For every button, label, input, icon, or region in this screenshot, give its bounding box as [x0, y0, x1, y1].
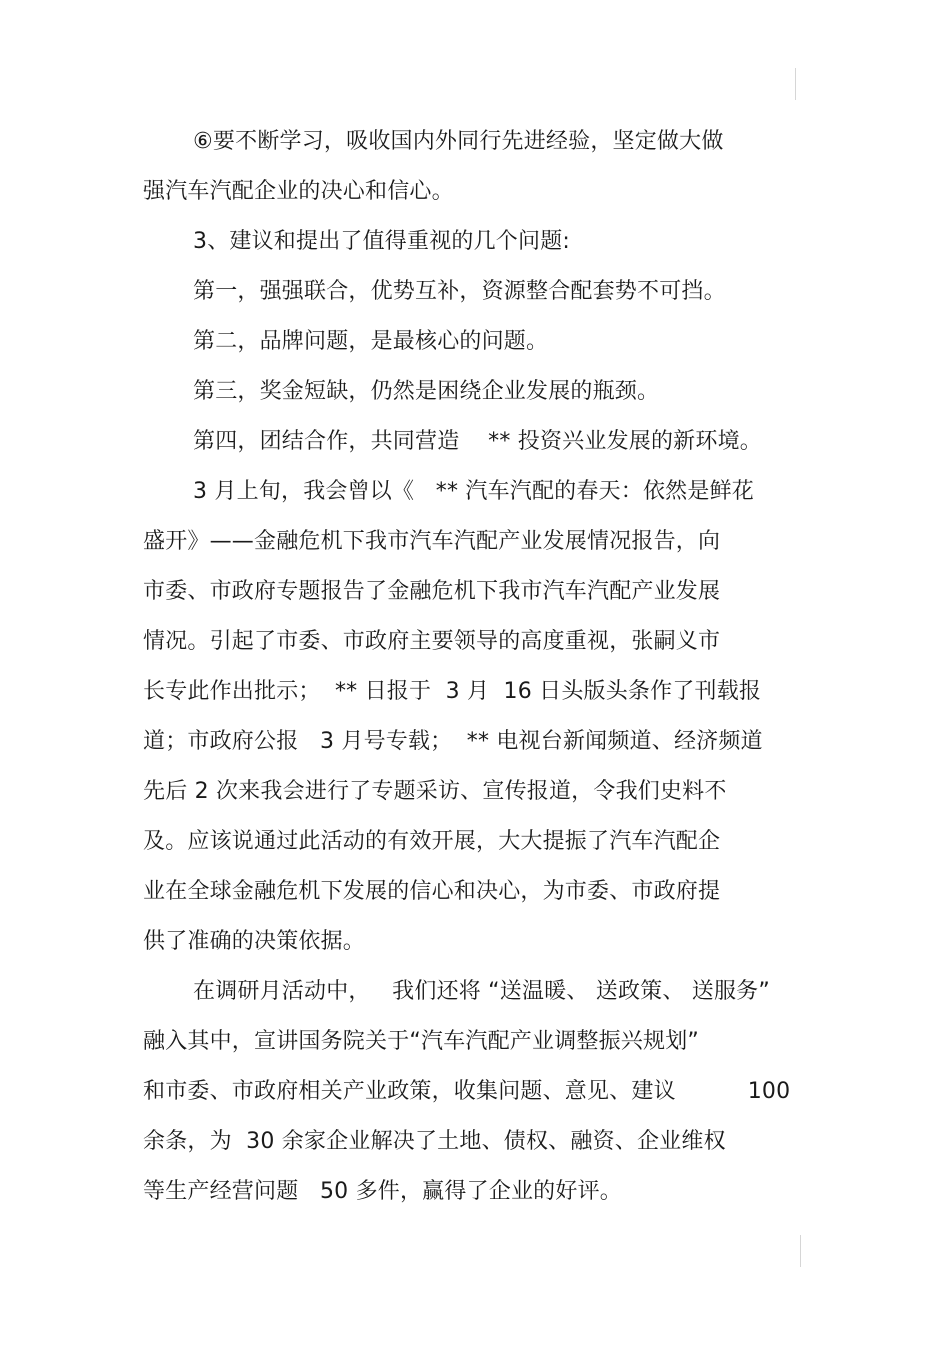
- text-line: 业在全球金融危机下发展的信心和决心，为市委、市政府提: [143, 879, 721, 904]
- section-heading: 3、建议和提出了值得重视的几个问题:: [193, 229, 571, 254]
- text-line: 及。应该说通过此活动的有效开展，大大提振了汽车汽配企: [143, 829, 721, 854]
- text-line: 第一，强强联合，优势互补，资源整合配套势不可挡。: [193, 279, 726, 304]
- text-line: 和市委、市政府相关产业政策，收集问题、意见、建议 100: [143, 1079, 791, 1104]
- text-line: 市委、市政府专题报告了金融危机下我市汽车汽配产业发展: [143, 579, 721, 604]
- text-line: 情况。引起了市委、市政府主要领导的高度重视，张嗣义市: [143, 629, 721, 654]
- text-line: 供了准确的决策依据。: [143, 929, 366, 954]
- text-line: 在调研月活动中， 我们还将 “送温暖、 送政策、 送服务”: [193, 979, 770, 1004]
- text-line: 3 月上旬，我会曾以《 ** 汽车汽配的春天：依然是鲜花: [193, 479, 754, 504]
- text-line: 第四，团结合作，共同营造 ** 投资兴业发展的新环境。: [193, 429, 762, 454]
- text-line: 等生产经营问题 50 多件，赢得了企业的好评。: [143, 1179, 622, 1204]
- text-line: 第二，品牌问题，是最核心的问题。: [193, 329, 549, 354]
- page-corner-mark-bottom: [800, 1235, 801, 1267]
- text-line: 长专此作出批示； ** 日报于 3 月 16 日头版头条作了刊载报: [143, 679, 762, 704]
- text-line: 余条，为 30 余家企业解决了土地、债权、融资、企业维权: [143, 1129, 726, 1154]
- text-line: 强汽车汽配企业的决心和信心。: [143, 179, 454, 204]
- text-line: 第三，奖金短缺，仍然是困绕企业发展的瓶颈。: [193, 379, 660, 404]
- text-line: 先后 2 次来我会进行了专题采访、宣传报道，令我们史料不: [143, 779, 727, 804]
- text-line: 道；市政府公报 3 月号专载； ** 电视台新闻频道、经济频道: [143, 729, 763, 754]
- page-corner-mark-top: [795, 68, 796, 100]
- text-line: 融入其中，宣讲国务院关于“汽车汽配产业调整振兴规划”: [143, 1029, 699, 1054]
- text-line: 盛开》——金融危机下我市汽车汽配产业发展情况报告，向: [143, 529, 721, 554]
- text-line: ⑥要不断学习，吸收国内外同行先进经验，坚定做大做: [193, 129, 724, 154]
